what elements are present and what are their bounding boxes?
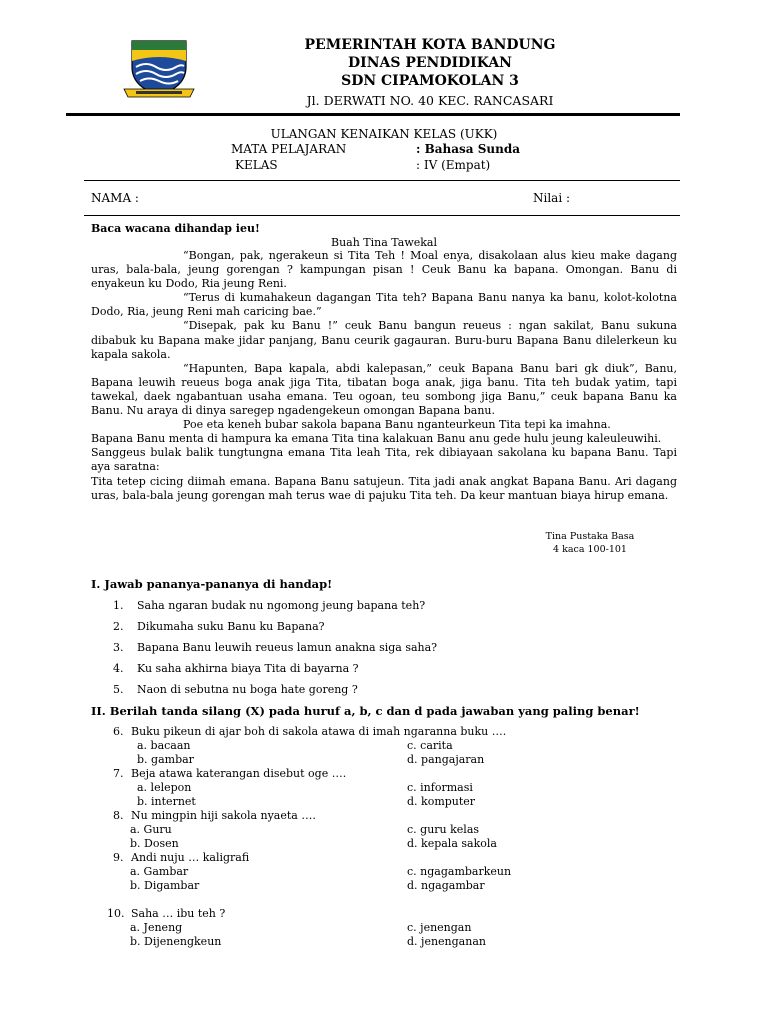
story-source <box>500 530 680 556</box>
story-paragraph: “Bongan, pak, ngerakeun si Tita Teh ! Moal enya, disakolaan alus kieu make dagang uras, bala-bala, jeung gorengan ? kampungan pisan ! Ceuk Banu ka bapana. Omongan. Banu di enyakeun ku Dodo, Ria jeung Reni. <box>91 249 677 291</box>
option-d: d. komputer <box>407 795 476 808</box>
option-d: d. pangajaran <box>407 753 485 766</box>
subject-value: : Bahasa Sunda <box>416 142 521 156</box>
question-number: 3. <box>113 641 124 654</box>
header-line-2: DINAS PENDIDIKAN <box>348 55 512 71</box>
name-row-bottom-rule <box>84 215 680 216</box>
option-b: b. Dijenengkeun <box>130 935 222 948</box>
header-address: Jl. DERWATI NO. 40 KEC. RANCASARI <box>306 93 554 108</box>
essay-question <box>113 641 437 654</box>
essay-question <box>113 683 358 696</box>
question-text: Saha ngaran budak nu ngomong jeung bapana teh? <box>137 599 426 612</box>
question-text: Nu mingpin hiji sakola nyaeta …. <box>131 809 316 822</box>
class-value: : IV (Empat) <box>416 158 491 172</box>
mc-question <box>107 907 225 920</box>
essay-question <box>113 599 425 612</box>
option-c: c. jenengan <box>407 921 472 934</box>
option-a: a. bacaan <box>137 739 191 752</box>
reading-instruction: Baca wacana dihandap ieu! <box>91 222 260 235</box>
section-1-title: I. Jawab pananya-pananya di handap! <box>91 577 333 591</box>
option-d: d. jenenganan <box>407 935 486 948</box>
question-text: Beja atawa katerangan disebut oge …. <box>131 767 347 780</box>
question-number: 2. <box>113 620 124 633</box>
story-title: Buah Tina Tawekal <box>330 236 437 249</box>
exam-title: ULANGAN KENAIKAN KELAS (UKK) <box>270 127 498 141</box>
story-paragraph: “Hapunten, Bapa kapala, abdi kalepasan,” ceuk Bapana Banu bari gk diuk”, Banu, Bapana leuwih reueus boga anak jiga Tita, tibatan boga anak, jiga banu. Tita teh budak yatim, tapi tawekal, daek ngabantuan usaha emana. Teu ogoan, teu sombong jiga Banu,” ceuk bapana Banu ka Banu. Nu araya di dinya saregep ngadengekeun omongan Bapana banu. <box>91 361 677 418</box>
question-text: Naon di sebutna nu boga hate goreng ? <box>137 683 358 696</box>
option-a: a. Jeneng <box>130 921 183 934</box>
mc-question <box>113 767 346 780</box>
story-text <box>91 249 677 503</box>
story-paragraph: Sanggeus bulak balik tungtungna emana Tita leah Tita, rek dibiayaan sakolana ku bapana Banu. Tapi aya saratna: <box>91 446 677 474</box>
option-a: a. Gambar <box>130 865 189 878</box>
story-paragraph: Bapana Banu menta di hampura ka emana Tita tina kalakuan Banu anu gede hulu jeung kaleuleuwihi. <box>91 432 662 446</box>
option-d: d. ngagambar <box>407 879 485 892</box>
source-line-1: Tina Pustaka Basa <box>545 531 635 542</box>
header-line-3: SDN CIPAMOKOLAN 3 <box>341 73 519 89</box>
question-text: Bapana Banu leuwih reueus lamun anakna siga saha? <box>137 641 438 654</box>
story-paragraph: “Disepak, pak ku Banu !” ceuk Banu bangun reueus : ngan sakilat, Banu sukuna dibabuk ku Bapana make jidar panjang, Banu ceurik gagauran. Buru-buru Bapana Banu dilelerkeun ku kapala sakola. <box>91 319 677 361</box>
question-number: 7. <box>113 767 124 780</box>
bandung-crest-logo <box>118 37 200 103</box>
subject-label: MATA PELAJARAN <box>231 142 347 156</box>
question-number: 1. <box>113 599 124 612</box>
question-number: 6. <box>113 725 124 738</box>
class-label: KELAS <box>235 158 278 172</box>
question-text: Buku pikeun di ajar boh di sakola atawa di imah ngaranna buku …. <box>131 725 507 738</box>
mc-question <box>113 851 249 864</box>
option-a: a. lelepon <box>137 781 192 794</box>
option-c: c. informasi <box>407 781 473 794</box>
question-number: 5. <box>113 683 124 696</box>
question-number: 4. <box>113 662 124 675</box>
name-row-top-rule <box>84 180 680 181</box>
option-c: c. carita <box>407 739 453 752</box>
question-text: Saha … ibu teh ? <box>131 907 226 920</box>
option-b: b. internet <box>137 795 196 808</box>
story-paragraph: Tita tetep cicing diimah emana. Bapana Banu satujeun. Tita jadi anak angkat Bapana Banu. Ari dagang uras, bala-bala jeung gorengan mah terus wae di pajuku Tita teh. Da keur mantuan biaya hirup emana. <box>91 474 677 502</box>
option-c: c. ngagambarkeun <box>407 865 512 878</box>
question-number: 8. <box>113 809 124 822</box>
option-b: b. gambar <box>137 753 194 766</box>
name-label: NAMA : <box>91 191 139 205</box>
essay-question <box>113 620 325 633</box>
section-2-title: II. Berilah tanda silang (X) pada huruf a, b, c dan d pada jawaban yang paling benar! <box>91 704 640 718</box>
story-paragraph: Poe eta keneh bubar sakola bapana Banu nganteurkeun Tita tepi ka imahna. <box>183 418 611 432</box>
option-b: b. Digambar <box>130 879 200 892</box>
essay-question <box>113 662 359 675</box>
option-b: b. Dosen <box>130 837 179 850</box>
mc-question <box>113 725 506 738</box>
question-number: 10. <box>107 907 125 920</box>
source-line-2: 4 kaca 100-101 <box>553 544 627 555</box>
option-a: a. Guru <box>130 823 172 836</box>
score-label: Nilai : <box>533 191 571 205</box>
option-c: c. guru kelas <box>407 823 480 836</box>
question-text: Dikumaha suku Banu ku Bapana? <box>137 620 325 633</box>
question-text: Andi nuju … kaligrafi <box>131 851 250 864</box>
question-text: Ku saha akhirna biaya Tita di bayarna ? <box>137 662 359 675</box>
mc-question <box>113 809 316 822</box>
header-divider <box>66 113 680 116</box>
story-paragraph: “Terus di kumahakeun dagangan Tita teh? Bapana Banu nanya ka banu, kolot-kolotna Dodo, Ria, jeung Reni mah caricing bae.” <box>91 291 677 319</box>
header-line-1: PEMERINTAH KOTA BANDUNG <box>304 37 556 53</box>
question-number: 9. <box>113 851 124 864</box>
option-d: d. kepala sakola <box>407 837 497 850</box>
